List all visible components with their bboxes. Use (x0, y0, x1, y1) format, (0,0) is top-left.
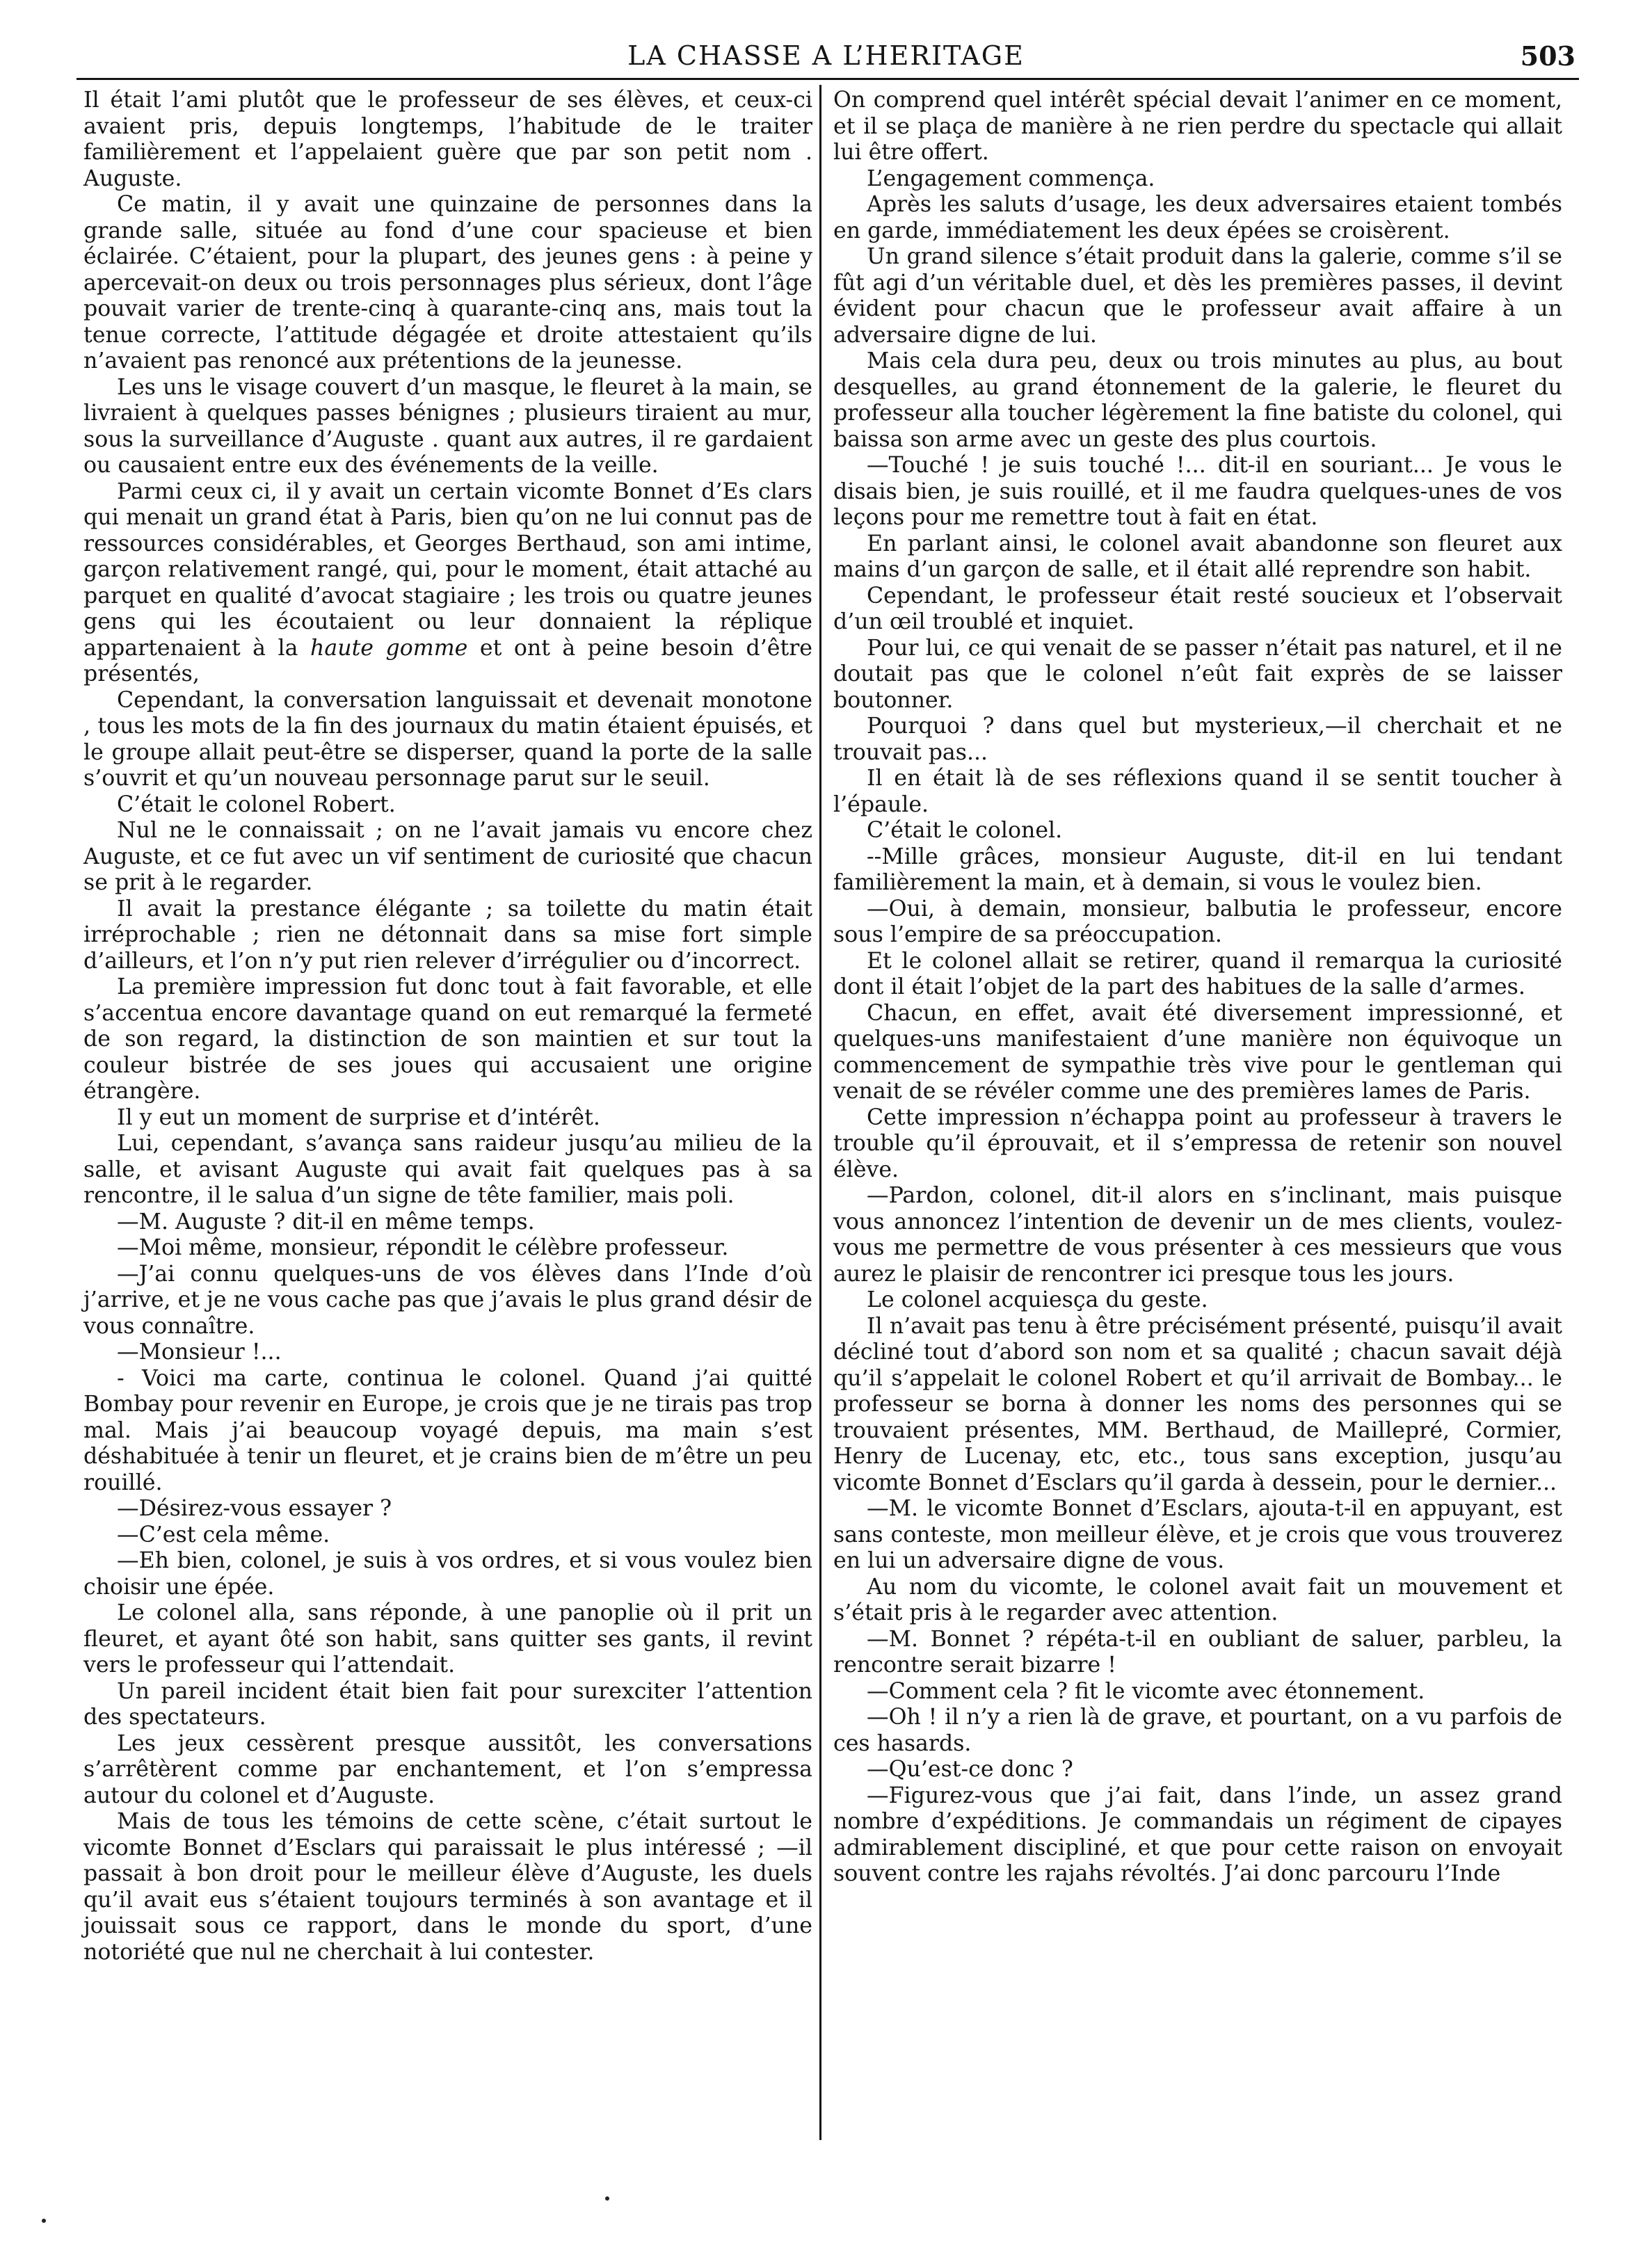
paragraph: Lui, cependant, s’avança sans raideur jusqu’au milieu de la salle, et avisant Auguste qui avait fait quelques pas à sa rencontre, il le salua d’un signe de tête familier, mais poli. (83, 1131, 812, 1208)
print-speck (42, 2219, 46, 2223)
paragraph: Ce matin, il y avait une quinzaine de personnes dans la grande salle, située au fond d’une cour spacieuse et bien éclairée. C’étaient, pour la plupart, des jeunes gens : à peine y apercevait-on deux ou trois personnages plus sérieux, dont l’âge pouvait varier de trente-cinq à quarante-cinq ans, mais tout la tenue correcte, l’attitude dégagée et droite attestaient qu’ils n’avaient pas renoncé aux prétentions de la jeunesse. (83, 192, 812, 373)
paragraph: Et le colonel allait se retirer, quand il remarqua la curiosité dont il était l’objet de la part des habitues de la salle d’armes. (833, 948, 1562, 999)
paragraph: En parlant ainsi, le colonel avait abandonne son fleuret aux mains d’un garçon de salle, et il était allé reprendre son habit. (833, 531, 1562, 582)
paragraph: Pourquoi ? dans quel but mysterieux,—il cherchait et ne trouvait pas... (833, 714, 1562, 765)
dialogue-line: —Moi même, monsieur, répondit le célèbre professeur. (117, 1235, 729, 1260)
dialogue-line: —Eh bien, colonel, je suis à vos ordres, et si vous voulez bien choisir une épée. (83, 1548, 812, 1600)
left-column (83, 88, 812, 1965)
dialogue-line: —M. le vicomte Bonnet d’Esclars, ajouta-t-il en appuyant, est sans conteste, mon meilleur élève, et je crois que vous trouverez en lui un adversaire digne de vous. (833, 1496, 1562, 1573)
dialogue-line: —Comment cela ? fit le vicomte avec étonnement. (867, 1678, 1425, 1704)
right-column (833, 88, 1562, 1888)
paragraph: Il était l’ami plutôt que le professeur de ses élèves, et ceux-ci avaient pris, depuis longtemps, l’habitude de le traiter familièrement et l’appelaient guère que par son petit nom . Auguste. (83, 88, 812, 191)
paragraph: L’engagement commença. (867, 166, 1155, 191)
paragraph: C’était le colonel Robert. (117, 791, 396, 817)
dialogue-line: --Mille grâces, monsieur Auguste, dit-il en lui tendant familièrement la main, et à demain, si vous le voulez bien. (833, 844, 1562, 895)
dialogue-line: —Désirez-vous essayer ? (117, 1496, 392, 1521)
paragraph: Il en était là de ses réflexions quand il se sentit toucher à l’épaule. (833, 766, 1562, 817)
paragraph: Cependant, le professeur était resté soucieux et l’observait d’un œil troublé et inquiet. (833, 583, 1562, 634)
paragraph: Le colonel alla, sans réponde, à une panoplie où il prit un fleuret, et ayant ôté son habit, sans quitter ses gants, il revint vers le professeur qui l’attendait. (83, 1600, 812, 1678)
paragraph: On comprend quel intérêt spécial devait l’animer en ce moment, et il se plaça de manière à ne rien perdre du spectacle qui allait lui être offert. (833, 88, 1562, 165)
dialogue-line: —Qu’est-ce donc ? (867, 1757, 1073, 1782)
paragraph: C’était le colonel. (867, 818, 1063, 843)
dialogue-line: —J’ai connu quelques-uns de vos élèves dans l’Inde d’où j’arrive, et je ne vous cache pas que j’avais le plus grand désir de vous connaître. (83, 1261, 812, 1339)
paragraph: Les jeux cessèrent presque aussitôt, les conversations s’arrêtèrent comme par enchantement, et l’on s’empressa autour du colonel et d’Auguste. (83, 1730, 812, 1808)
dialogue-line: —Figurez-vous que j’ai fait, dans l’inde, un assez grand nombre d’expéditions. Je commandais un régiment de cipayes admirablement discipliné, et que pour cette raison on envoyait souvent contre les rajahs révoltés. J’ai donc parcouru l’Inde (833, 1783, 1562, 1886)
running-title: LA CHASSE A L’HERITAGE (627, 40, 1025, 71)
print-speck (605, 2196, 609, 2201)
dialogue-line: —Touché ! je suis touché !... dit-il en souriant... Je vous le disais bien, je suis rouillé, et il me faudra quelques-unes de vos leçons pour me remettre tout à fait en état. (833, 453, 1562, 530)
paragraph: Il n’avait pas tenu à être précisément présenté, puisqu’il avait décliné tout d’abord son nom et sa qualité ; chacun savait déjà qu’il s’appelait le colonel Robert et qu’il arrivait de Bombay... le professeur se borna à donner les noms des personnes qui se trouvaient présentes, MM. Berthaud, de Maillepré, Cormier, Henry de Lucenay, etc, etc., tous sans exception, jusqu’au vicomte Bonnet d’Esclars qu’il garda à dessein, pour le dernier... (833, 1313, 1562, 1495)
paragraph: Après les saluts d’usage, les deux adversaires etaient tombés en garde, immédiatement les deux épées se croisèrent. (833, 192, 1562, 243)
dialogue-line: —M. Bonnet ? répéta-t-il en oubliant de saluer, parbleu, la rencontre serait bizarre ! (833, 1626, 1562, 1678)
paragraph: Chacun, en effet, avait été diversement impressionné, et quelques-uns manifestaient d’une manière non équivoque un commencement de sympathie très vive pour le gentleman qui venait de se révéler comme une des premières lames de Paris. (833, 1000, 1562, 1104)
dialogue-line: —Oui, à demain, monsieur, balbutia le professeur, encore sous l’empire de sa préoccupation. (833, 896, 1562, 947)
paragraph: Le colonel acquiesça du geste. (867, 1287, 1208, 1312)
paragraph: Pour lui, ce qui venait de se passer n’était pas naturel, et il ne doutait pas que le colonel n’eût fait exprès de se laisser boutonner. (833, 635, 1562, 713)
paragraph: Un grand silence s’était produit dans la galerie, comme s’il se fût agi d’un véritable duel, et dès les premières passes, il devint évident pour chacun que le professeur avait affaire à un adversaire digne de lui. (833, 244, 1562, 348)
dialogue-line: —Pardon, colonel, dit-il alors en s’inclinant, mais puisque vous annoncez l’intention de devenir un de mes clients, voulez-vous me permettre de vous présenter à ces messieurs que vous aurez le plaisir de rencontrer ici presque tous les jours. (833, 1183, 1562, 1287)
paragraph: Les uns le visage couvert d’un masque, le fleuret à la main, se livraient à quelques passes bénignes ; plusieurs tiraient au mur, sous la surveillance d’Auguste . quant aux autres, il re gardaient ou causaient entre eux des événements de la veille. (83, 374, 812, 478)
paragraph (83, 479, 812, 688)
dialogue-line: —M. Auguste ? dit-il en même temps. (117, 1209, 535, 1235)
column-rule (819, 85, 821, 2140)
paragraph-text: et ont à peine besoin d’être présentés, (83, 635, 812, 686)
dialogue-line: - Voici ma carte, continua le colonel. Quand j’ai quitté Bombay pour revenir en Europe, je crois que je ne tirais pas trop mal. Mais j’ai beaucoup voyagé depuis, ma main s’est déshabituée à tenir un fleuret, et je crains bien de m’être un peu rouillé. (83, 1365, 812, 1495)
paragraph: La première impression fut donc tout à fait favorable, et elle s’accentua encore davantage quand on eut remarqué la fermeté de son regard, la distinction de son maintien et sur tout la couleur bistrée de ses joues qui accusaient une origine étrangère. (83, 974, 812, 1104)
dialogue-line: —Oh ! il n’y a rien là de grave, et pourtant, on a vu parfois de ces hasards. (833, 1705, 1562, 1756)
paragraph: Mais de tous les témoins de cette scène, c’était surtout le vicomte Bonnet d’Esclars qui paraissait le plus intéressé ; —il passait à bon droit pour le meilleur élève d’Auguste, les duels qu’il avait eus s’étaient toujours terminés à son avantage et il jouissait sous ce rapport, dans le monde du sport, d’une notoriété que nul ne cherchait à lui contester. (83, 1809, 812, 1965)
paragraph: Cependant, la conversation languissait et devenait monotone , tous les mots de la fin des journaux du matin étaient épuisés, et le groupe allait peut-être se disperser, quand la porte de la salle s’ouvrit et qu’un nouveau personnage parut sur le seuil. (83, 687, 812, 791)
paragraph: Il y eut un moment de surprise et d’intérêt. (117, 1104, 600, 1130)
italic-phrase: haute gomme (310, 635, 468, 661)
dialogue-line: —C’est cela même. (117, 1522, 330, 1547)
paragraph: Un pareil incident était bien fait pour surexciter l’attention des spectateurs. (83, 1678, 812, 1730)
paragraph: Cette impression n’échappa point au professeur à travers le trouble qu’il éprouvait, et il s’empressa de retenir son nouvel élève. (833, 1104, 1562, 1182)
header-rule (77, 78, 1579, 80)
paragraph-text: Parmi ceux ci, il y avait un certain vicomte Bonnet d’Es clars qui menait un grand état à Paris, bien qu’on ne lui connut pas de ressources considérables, et Georges Berthaud, son ami intime, garçon relativement rangé, qui, pour le moment, était attaché au parquet en qualité d’avocat stagiaire ; les trois ou quatre jeunes gens qui les écoutaient ou leur donnaient la réplique appartenaient à la (83, 479, 812, 661)
paragraph: Au nom du vicomte, le colonel avait fait un mouvement et s’était pris à le regarder avec attention. (833, 1574, 1562, 1625)
paragraph: Mais cela dura peu, deux ou trois minutes au plus, au bout desquelles, au grand étonnement de la galerie, le fleuret du professeur alla toucher légèrement la fine batiste du colonel, qui baissa son arme avec un geste des plus courtois. (833, 348, 1562, 452)
running-head (77, 40, 1575, 79)
paragraph: Il avait la prestance élégante ; sa toilette du matin était irréprochable ; rien ne détonnait dans sa mise fort simple d’ailleurs, et l’on n’y put rien relever d’irrégulier ou d’incorrect. (83, 896, 812, 974)
page-number: 503 (1520, 40, 1575, 72)
dialogue-line: —Monsieur !... (117, 1340, 282, 1365)
paragraph: Nul ne le connaissait ; on ne l’avait jamais vu encore chez Auguste, et ce fut avec un vif sentiment de curiosité que chacun se prit à le regarder. (83, 818, 812, 895)
